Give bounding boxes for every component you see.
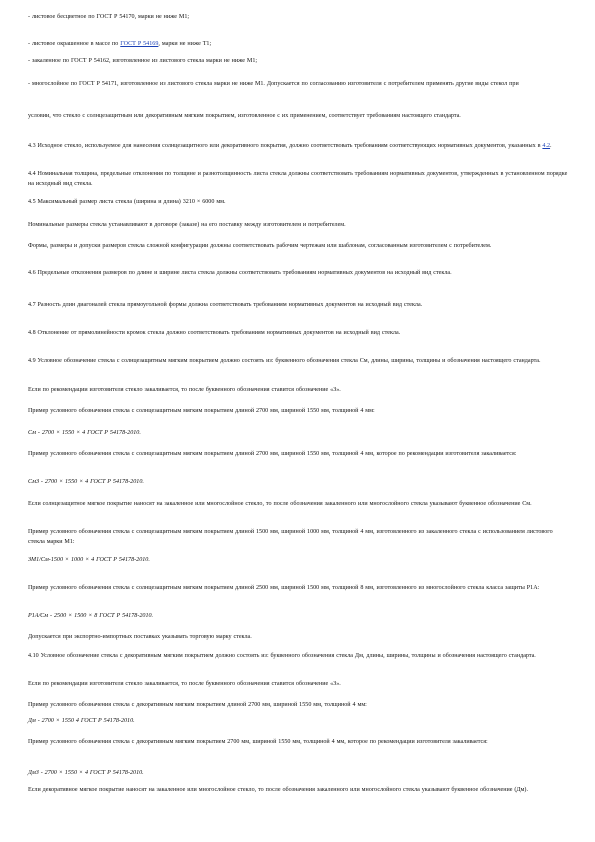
clause-4-3 xyxy=(28,141,568,151)
example-designation-dm: Дм - 2700 × 1550 4 ГОСТ Р 54178-2010. xyxy=(28,718,135,724)
clause-4-2-link[interactable]: 4.2 xyxy=(542,143,551,149)
gost-54169-link[interactable]: ГОСТ Р 54169 xyxy=(120,41,159,47)
example-intro-p1a-sm: Пример условного обозначения стекла с солнцезащитным мягким покрытием длиной 2500 мм, шириной 1500 мм, толщиной 8 мм, изготовленного из многослойного стекла класса защиты Р1А: xyxy=(28,585,540,591)
paragraph-trademark: Допускается при экспортно-импортных поставках указывать торговую марку стекла. xyxy=(28,634,252,640)
example-intro-zm1-sm: Пример условного обозначения стекла с солнцезащитным мягким покрытием длиной 1500 мм, шириной 1000 мм, толщиной 4 мм, изготовленного из закаленного стекла с использованием листового стекла марки М1: xyxy=(28,529,553,545)
paragraph-sm-on-tempered: Если солнцезащитное мягкое покрытие наносят на закаленное или многослойное стекло, то после обозначения закаленного или многослойного стекла указывают буквенное обозначение См. xyxy=(28,501,532,507)
example-designation-p1a-sm: Р1А/См - 2500 × 1500 × 8 ГОСТ Р 54178-2010. xyxy=(28,613,154,619)
paragraph-complex-shapes: Формы, размеры и допуски размеров стекла сложной конфигурации должны соответствовать рабочим чертежам или шаблонам, согласованным изготовителем с потребителем. xyxy=(28,243,492,249)
example-designation-dmz: ДмЗ - 2700 × 1550 × 4 ГОСТ Р 54178-2010. xyxy=(28,770,144,776)
clause-4-6: 4.6 Предельные отклонения размеров по длине и ширине листа стекла должны соответствовать требованиям нормативных документов на исходный вид стекла. xyxy=(28,270,452,276)
clause-4-7: 4.7 Разность длин диагоналей стекла прямоугольной формы должна соответствовать требованиям нормативных документов на исходный вид стекла. xyxy=(28,302,423,308)
list-item-sheet-glass: - листовое бесцветное по ГОСТ Р 54170, марки не ниже М1; xyxy=(28,14,190,20)
example-intro-dmz: Пример условного обозначения стекла с декоративным мягким покрытием 2700 мм, шириной 1550 мм, толщиной 4 мм, которое по рекомендации изготовителя закаливается: xyxy=(28,739,488,745)
clause-4-4: 4.4 Номинальная толщина, предельные отклонения по толщине и разнотолщинность листа стекла должны соответствовать требованиям нормативных документов, утвержденных в установленном порядке на исходный вид стекла. xyxy=(28,171,568,187)
list-item-tinted-glass xyxy=(28,39,568,49)
clause-4-9: 4.9 Условное обозначение стекла с солнцезащитным мягким покрытием должно состоять из: буквенного обозначения стекла См, длины, ширины, толщины и обозначения настоящего стандарта. xyxy=(28,358,541,364)
example-intro-smz: Пример условного обозначения стекла с солнцезащитным мягким покрытием длиной 2700 мм, шириной 1550 мм, толщиной 4 мм, которое по рекомендации изготовителя закаливается: xyxy=(28,451,517,457)
list-item-laminated-glass: - многослойное по ГОСТ Р 54171, изготовленное из листового стекла марки не ниже М1. Допускается по согласованию изготовителя с потребителем применять другие виды стекол при xyxy=(28,81,519,87)
clause-4-5: 4.5 Максимальный размер листа стекла (ширина и длина) 3210 × 6000 мм. xyxy=(28,199,226,205)
clause-text: 4.3 Исходное стекло, используемое для нанесения солнцезащитного или декоративного покрытия, должно соответствовать требованиям соответствующих нормативных документов, указанных в xyxy=(28,143,543,149)
clause-4-10: 4.10 Условное обозначение стекла с декоративным мягким покрытием должно состоять из: буквенного обозначения стекла Дм, длины, ширины, толщины и обозначения настоящего стандарта. xyxy=(28,653,536,659)
list-item-text: , марки не ниже Т1; xyxy=(158,41,212,47)
paragraph-nominal-sizes: Номинальные размеры стекла устанавливают в договоре (заказе) на его поставку между изготовителем и потребителем. xyxy=(28,222,346,228)
paragraph-condition: условии, что стекло с солнцезащитным или декоративным мягким покрытием, изготовленное с их применением, соответствует требованиям настоящего стандарта. xyxy=(28,113,461,119)
list-item-tempered-glass: - закаленное по ГОСТ Р 54162, изготовленное из листового стекла марки не ниже М1; xyxy=(28,58,258,64)
example-intro-sm: Пример условного обозначения стекла с солнцезащитным мягким покрытием длиной 2700 мм, шириной 1550 мм, толщиной 4 мм: xyxy=(28,408,375,414)
clause-4-8: 4.8 Отклонение от прямолинейности кромок стекла должно соответствовать требованиям нормативных документов на исходный вид стекла. xyxy=(28,330,401,336)
clause-text: . xyxy=(550,143,552,149)
example-designation-smz: СмЗ - 2700 × 1550 × 4 ГОСТ Р 54178-2010. xyxy=(28,479,144,485)
paragraph-dm-on-tempered: Если декоративное мягкое покрытие наносят на закаленное или многослойное стекло, то после обозначения закаленного или многослойного стекла указывают буквенное обозначение (Дм). xyxy=(28,787,528,793)
example-intro-dm: Пример условного обозначения стекла с декоративным мягким покрытием длиной 2700 мм, шириной 1550 мм, толщиной 4 мм: xyxy=(28,702,367,708)
example-designation-sm: См - 2700 × 1550 × 4 ГОСТ Р 54178-2010. xyxy=(28,430,141,436)
paragraph-tempering-note-dm: Если по рекомендации изготовителя стекло закаливается, то после буквенного обозначения ставится обозначение «З». xyxy=(28,681,341,687)
list-item-text: - листовое окрашенное в массе по xyxy=(28,41,121,47)
example-designation-zm1-sm: ЗМ1/См-1500 × 1000 × 4 ГОСТ Р 54178-2010. xyxy=(28,557,150,563)
paragraph-tempering-note: Если по рекомендации изготовителя стекло закаливается, то после буквенного обозначения ставится обозначение «З». xyxy=(28,387,341,393)
